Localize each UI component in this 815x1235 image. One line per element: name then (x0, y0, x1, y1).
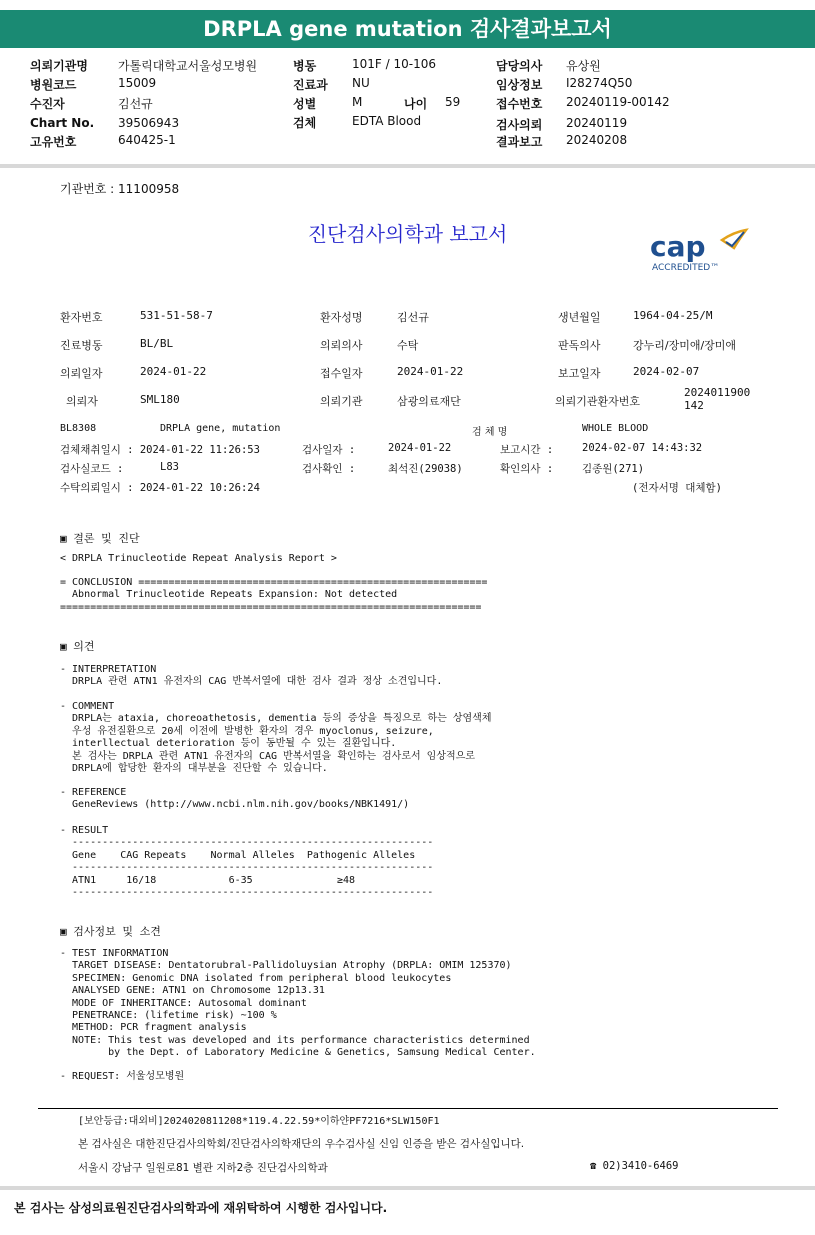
certification-text: 본 검사실은 대한진단검사의학회/진단검사의학재단의 우수검사실 신임 인증을 받은 검사실입니다. (78, 1138, 525, 1150)
patient-label: 의뢰기관환자번호 (555, 395, 641, 408)
header-value: 640425-1 (118, 133, 176, 147)
header-value: I28274Q50 (566, 76, 633, 90)
header-label: 나이 (404, 97, 428, 111)
patient-label: 의뢰기관 (320, 395, 363, 408)
cap-subtext: ACCREDITED™ (652, 263, 720, 273)
patient-label: 판독의사 (558, 339, 601, 352)
cap-text: cap (650, 230, 706, 263)
test-date-value: 2024-01-22 (388, 442, 452, 454)
header-value: 20240119-00142 (566, 95, 670, 109)
report-title: 진단검사의학과 보고서 (307, 222, 508, 246)
interpretation-block: - INTERPRETATION DRPLA 관련 ATN1 유전자의 CAG 반복서열에 대한 검사 결과 정상 소견입니다. (60, 664, 443, 688)
patient-label: 환자번호 (60, 311, 103, 324)
header-value: 가톨릭대학교서울성모병원 (118, 59, 258, 73)
request-line: - REQUEST: 서울성모병원 (60, 1071, 185, 1082)
patient-value: BL/BL (140, 337, 174, 350)
patient-value: 김선규 (397, 311, 429, 324)
request-datetime: 수탁의뢰일시 : 2024-01-22 10:26:24 (60, 482, 260, 494)
test-code: BL8308 (60, 423, 97, 434)
header-label: 검사의뢰 (496, 118, 543, 132)
comment-block: - COMMENT DRPLA는 ataxia, choreoathetosis, dementia 등의 증상을 특징으로 하는 상염색체 우성 유전질환으로 20세 이전에 발병한 환자의 경우 myoclonus, seizure, interllectual deterioration 등이 동반될 수 있는 질환입니다. 본 검사는 DRPLA 관련 ATN1 유전자의 CAG 반복서열을 확인하는 검사로서 임상적으로 DRPLA에 합당한 환자의 대부분을 진단할 수 있습니다. (60, 701, 492, 775)
header-label: 수진자 (30, 97, 65, 111)
e-signature-note: (전자서명 대체함) (632, 482, 722, 494)
header-label: 병원코드 (30, 78, 77, 92)
result-table: - RESULT ------------------------------------------------------------ Gene CAG Repeats Normal Alleles Pathogenic Alleles ------------------------------------------------------------ ATN1 16/18 6-35 ≥48 ------------------------------------------------------------ (60, 825, 434, 899)
patient-label: 보고일자 (558, 367, 601, 380)
header-value: NU (352, 76, 370, 90)
patient-value: SML180 (140, 393, 180, 406)
bottom-note: 본 검사는 삼성의료원진단검사의학과에 재위탁하여 시행한 검사입니다. (14, 1201, 388, 1215)
test-confirm-label: 검사확인 : (302, 463, 356, 475)
test-confirm-value: 최석진(29038) (388, 463, 463, 475)
header-label: 접수번호 (496, 97, 543, 111)
header-label: Chart No. (30, 116, 95, 130)
report-time-value: 2024-02-07 14:43:32 (582, 442, 703, 454)
header-value: 15009 (118, 76, 157, 90)
patient-value: 2024-01-22 (140, 365, 207, 378)
patient-value: 삼광의료재단 (397, 395, 461, 408)
lab-code-label: 검사실코드 : (60, 463, 124, 475)
header-value: 39506943 (118, 116, 180, 130)
header-value: 59 (445, 95, 461, 109)
patient-label: 의뢰의사 (320, 339, 363, 352)
cap-accredited-logo (648, 226, 752, 274)
header-label: 진료과 (293, 78, 328, 92)
footer-divider (38, 1108, 778, 1109)
patient-value: 1964-04-25/M (633, 309, 713, 322)
header-value: 101F / 10-106 (352, 57, 436, 71)
patient-value: 2024011900142 (684, 386, 751, 412)
header-label: 고유번호 (30, 135, 77, 149)
report-banner: DRPLA gene mutation 검사결과보고서 (0, 10, 815, 48)
confirm-doctor-value: 김종원(271) (582, 463, 645, 475)
patient-label: 접수일자 (320, 367, 363, 380)
header-label: 결과보고 (496, 135, 543, 149)
patient-label: 환자성명 (320, 311, 363, 324)
patient-value: 531-51-58-7 (140, 309, 213, 322)
lab-code-value: L83 (160, 461, 179, 473)
test-date-label: 검사일자 : (302, 444, 356, 456)
conclusion-block: = CONCLUSION ========================================================== Abnormal Trinucleotide Repeats Expansion: Not detected ====================================================================== (60, 577, 488, 613)
header-label: 검체 (293, 116, 317, 130)
header-label: 병동 (293, 59, 317, 73)
confirm-doctor-label: 확인의사 : (500, 463, 554, 475)
patient-label: 생년월일 (558, 311, 601, 324)
patient-label: 진료병동 (60, 339, 103, 352)
header-value: 20240208 (566, 133, 628, 147)
security-line: [보안등급:대외비]2024020811208*119.4.22.59*이하얀PF7216*SLW150F1 (78, 1116, 440, 1127)
report-time-label: 보고시간 : (500, 444, 554, 456)
header-label: 담당의사 (496, 59, 543, 73)
patient-label: 의뢰일자 (60, 367, 103, 380)
header-label: 의뢰기관명 (30, 59, 88, 73)
header-label: 임상정보 (496, 78, 543, 92)
report-name: < DRPLA Trinucleotide Repeat Analysis Report > (60, 553, 337, 564)
test-information-block: - TEST INFORMATION TARGET DISEASE: Dentatorubral-Pallidoluysian Atrophy (DRPLA: OMIM 125370) SPECIMEN: Genomic DNA isolated from peripheral blood leukocytes ANALYSED GENE: ATN1 on Chromosome 12p13.31 MODE OF INHERITANCE: Autosomal dominant PENETRANCE: (lifetime risk) ~100 % METHOD: PCR fragment analysis NOTE: This test was developed and its performance characteristics determined by the Dept. of Laboratory Medicine & Genetics, Samsung Medical Center. (60, 948, 536, 1059)
patient-value: 2024-01-22 (397, 365, 464, 378)
header-value: 김선규 (118, 97, 153, 111)
header-value: 유상원 (566, 59, 601, 73)
specimen-value: WHOLE BLOOD (582, 423, 649, 434)
bottom-separator (0, 1186, 815, 1190)
reference-block: - REFERENCE GeneReviews (http://www.ncbi.nlm.nih.gov/books/NBK1491/) (60, 787, 410, 811)
patient-value: 강누리/장미애/장미애 (633, 339, 737, 352)
test-name: DRPLA gene, mutation (160, 423, 281, 434)
patient-value: 2024-02-07 (633, 365, 700, 378)
specimen-label: 검 체 명 (472, 427, 508, 438)
patient-value: 수탁 (397, 339, 419, 352)
collection-datetime: 검체채취일시 : 2024-01-22 11:26:53 (60, 444, 260, 456)
section-result-heading: ▣ 결론 및 진단 (60, 532, 140, 545)
section-info-heading: ▣ 검사정보 및 소견 (60, 925, 161, 938)
institution-number: 기관번호 : 11100958 (60, 182, 180, 196)
header-value: M (352, 95, 363, 109)
header-value: 20240119 (566, 116, 628, 130)
address-text: 서울시 강남구 일원로81 별관 지하2층 진단검사의학과 (78, 1162, 328, 1174)
section-opinion-heading: ▣ 의견 (60, 640, 95, 653)
header-label: 성별 (293, 97, 317, 111)
top-separator (0, 164, 815, 168)
header-value: EDTA Blood (352, 114, 422, 128)
patient-label: 의뢰자 (66, 395, 98, 408)
phone-number: ☎ 02)3410-6469 (590, 1160, 679, 1172)
